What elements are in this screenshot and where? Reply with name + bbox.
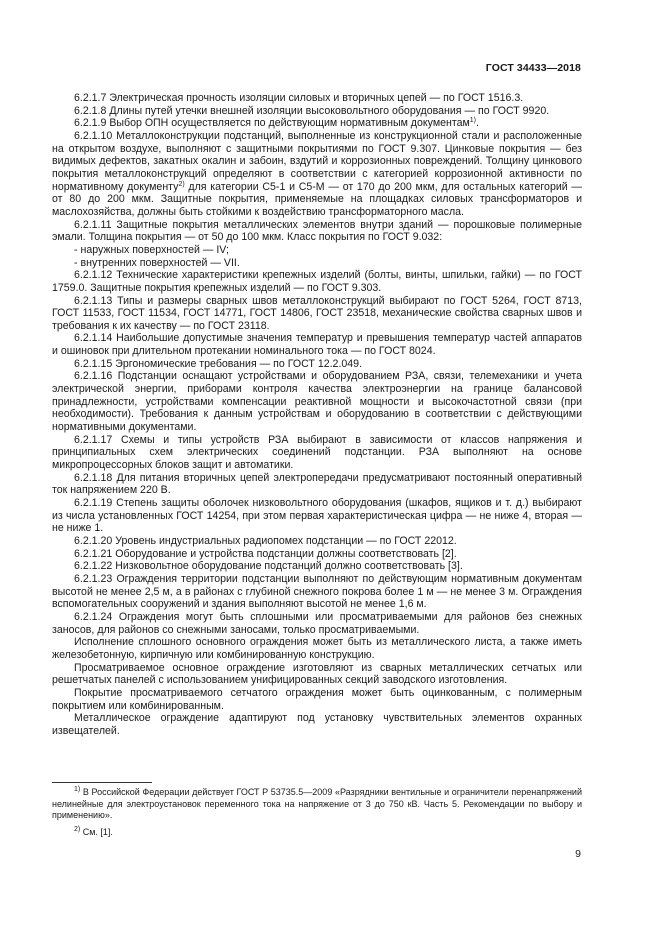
paragraph [52, 636, 582, 661]
footnote [52, 827, 582, 839]
main-text [52, 92, 582, 737]
paragraph-text: 6.2.1.10 Металлоконструкции подстанций, выполненные из конструкционной стали и расположенные на открытом воздухе, выполняют с защитными покрытиями по ГОСТ 9.307. Цинковые покрытия — без видимых дефектов, закатных окалин и забоин, вздутий и коррозионных повреждений. Толщину цинкового покрытия металлоконструкций определяют в соответствии с категорией коррозионной активности по нормативному документу [52, 129, 582, 193]
paragraph-text: 6.2.1.22 Низковольтное оборудование подстанций должно соответствовать [3]. [74, 560, 463, 573]
footnote-ref: 1) [469, 117, 476, 125]
paragraph [52, 370, 582, 433]
paragraph [52, 662, 582, 687]
paragraph [52, 434, 582, 472]
paragraph [52, 92, 582, 105]
paragraph-text: Исполнение сплошного основного ограждения может быть из металлического листа, а также иметь железобетонную, кирпичную или комбинированную конструкцию. [52, 636, 582, 661]
page-number: 9 [575, 848, 581, 860]
paragraph-text: 6.2.1.12 Технические характеристики крепежных изделий (болты, винты, шпильки, гайки) — по ГОСТ 1759.0. Защитные покрытия крепежных изделий — по ГОСТ 9.303. [52, 269, 582, 294]
paragraph-text: 6.2.1.7 Электрическая прочность изоляции силовых и вторичных цепей — по ГОСТ 1516.3. [74, 92, 524, 104]
paragraph [52, 295, 582, 333]
paragraph [52, 269, 582, 294]
paragraph [52, 611, 582, 636]
paragraph [52, 219, 582, 244]
paragraph-text: - внутренних поверхностей — VII. [74, 256, 240, 269]
paragraph [52, 358, 582, 371]
paragraph-text: 6.2.1.19 Степень защиты оболочек низковольтного оборудования (шкафов, ящиков и т. д.) выбирают из числа установленных ГОСТ 14254, при этом первая характеристическая цифра — не ниже 4, вторая — не ниже 1. [52, 497, 582, 535]
list-item [52, 257, 582, 270]
paragraph [52, 497, 582, 535]
paragraph [52, 712, 582, 737]
paragraph-text: 6.2.1.21 Оборудование и устройства подстанции должны соответствовать [2]. [74, 547, 457, 560]
paragraph-text: Покрытие просматриваемого сетчатого ограждения может быть оцинкованным, с полимерным покрытием или комбинированным. [52, 686, 582, 712]
paragraph [52, 687, 582, 712]
paragraph-text: 6.2.1.18 Для питания вторичных цепей электропередачи предусматривают постоянный оперативный ток напряжением 220 В. [52, 471, 582, 497]
footnote [52, 787, 582, 822]
paragraph-text-tail: . [475, 117, 479, 130]
paragraph-text: 6.2.1.14 Наибольшие допустимые значения температур и превышения температур частей аппаратов и ошиновок при длительном протекании номинального тока — по ГОСТ 8024. [52, 332, 582, 358]
paragraph-text: Металлическое ограждение адаптируют под установку чувствительных элементов охранных извещателей. [52, 712, 582, 737]
footnote-mark: 2) [74, 825, 81, 833]
paragraph-text: 6.2.1.24 Ограждения могут быть сплошными или просматриваемыми для районов без снежных заносов, для районов со снежными заносами, только просматриваемыми. [52, 610, 582, 636]
paragraph-text-tail: для категории С5-1 и С5-М — от 170 до 200 мкм, для остальных категорий — от 80 до 200 мкм. Защитные покрытия, применяемые на площадках силовых трансформаторов и маслохозяйства, должны быть стойкими к воздействию трансформаторного масла. [52, 180, 583, 218]
paragraph [52, 560, 582, 573]
list-item [52, 244, 582, 257]
paragraph-text: Просматриваемое основное ограждение изготовляют из сварных металлических сетчатых или решетчатых панелей с использованием унифицированных секций заводского изготовления. [52, 661, 582, 687]
paragraph-text: 6.2.1.8 Длины путей утечки внешней изоляции высоковольтного оборудования — по ГОСТ 9920. [74, 104, 550, 117]
paragraph [52, 573, 582, 611]
footnote-text: В Российской Федерации действует ГОСТ Р 53735.5—2009 «Разрядники вентильные и ограничители перенапряжений нелинейные для электроустановок переменного тока на напряжение от 3 до 750 кВ. Часть 5. Рекомендации по выбору и применению». [52, 787, 582, 821]
paragraph [52, 472, 582, 497]
paragraph-text: 6.2.1.15 Эргономические требования — по ГОСТ 12.2.049. [74, 357, 363, 370]
paragraph [52, 117, 582, 130]
paragraph-text: 6.2.1.20 Уровень индустриальных радиопомех подстанции — по ГОСТ 22012. [74, 534, 457, 547]
paragraph [52, 332, 582, 357]
paragraph [52, 548, 582, 561]
footnote-ref: 2) [178, 180, 185, 188]
paragraph-text: 6.2.1.23 Ограждения территории подстанции выполняют по действующим нормативным документам высотой не менее 2,5 м, а в районах с глубиной снежного покрова более 1 м — не менее 3 м. Ограждения вспомогательных сооружений и здания выполняют высотой не менее 1,6 м. [52, 572, 582, 611]
paragraph [52, 105, 582, 118]
paragraph-text: - наружных поверхностей — IV; [74, 243, 229, 256]
paragraph [52, 535, 582, 548]
footnote-divider [52, 782, 152, 783]
paragraph-text: 6.2.1.13 Типы и размеры сварных швов металлоконструкций выбирают по ГОСТ 5264, ГОСТ 8713, ГОСТ 11533, ГОСТ 11534, ГОСТ 14771, ГОСТ 14806, ГОСТ 23518, механические свойства сварных швов и требования к их качеству — по ГОСТ 23118. [52, 294, 582, 332]
paragraph-text: 6.2.1.9 Выбор ОПН осуществляется по действующим нормативным документам [74, 117, 470, 130]
paragraph-text: 6.2.1.11 Защитные покрытия металлических элементов внутри зданий — порошковые полимерные эмали. Толщина покрытия — от 50 до 100 мкм. Класс покрытия по ГОСТ 9.032: [52, 218, 582, 244]
paragraph-text: 6.2.1.16 Подстанции оснащают устройствами и оборудованием РЗА, связи, телемеханики и учета электрической энергии, приборами контроля качества электроэнергии на границе балансовой принадлежности, устройствами компенсации реактивной мощности и высокочастотной связи (при необходимости). Требования к данным устройствам и оборудованию в соответствии с действующими нормативными документами. [52, 370, 582, 434]
standard-header: ГОСТ 34433—2018 [485, 62, 581, 74]
paragraph [52, 130, 582, 219]
footnote-mark: 1) [74, 786, 81, 793]
paragraph-text: 6.2.1.17 Схемы и типы устройств РЗА выбирают в зависимости от классов напряжения и принципиальных схем электрических соединений подстанции. РЗА выполняют на основе микропроцессорных блоков защит и автоматики. [52, 433, 582, 472]
footnote-text: См. [1]. [80, 826, 113, 837]
footnotes [52, 787, 582, 838]
